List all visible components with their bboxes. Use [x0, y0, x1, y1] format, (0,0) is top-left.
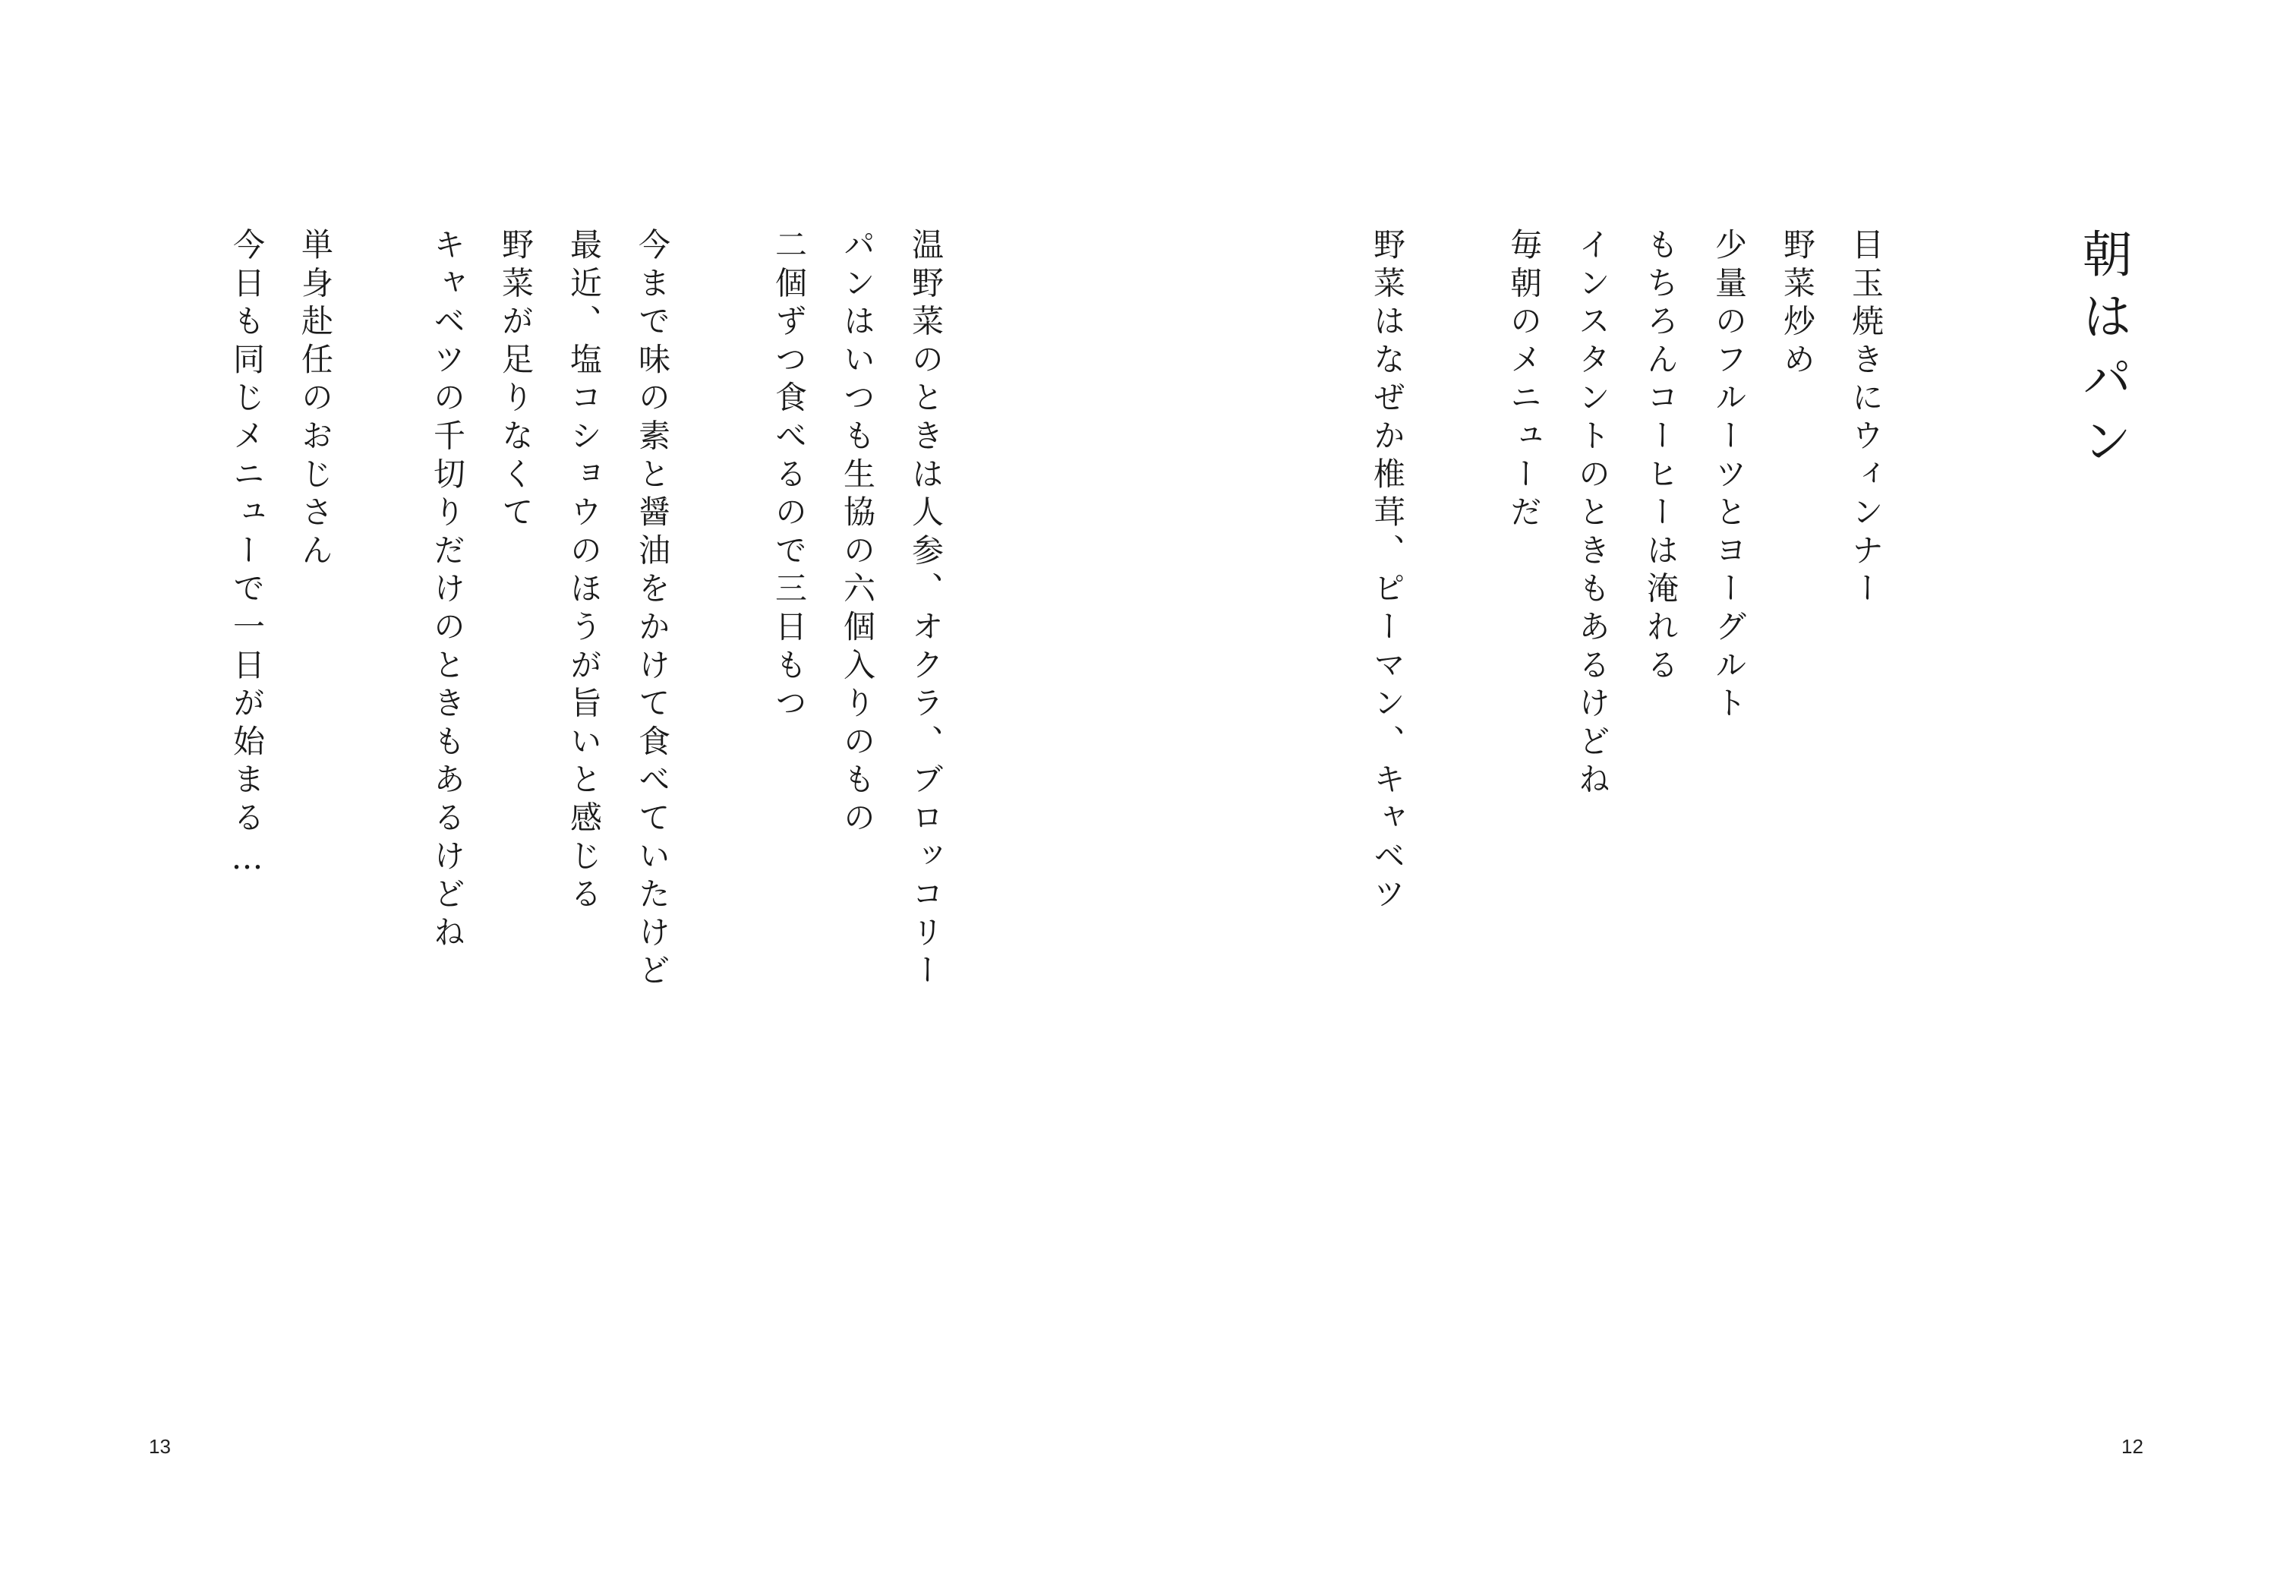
poem-line: 少量のフルーツとヨーグルト: [1711, 228, 1748, 724]
poem-line: 今まで味の素と醤油をかけて食べていたけど: [634, 228, 671, 992]
poem-line: 野菜が足りなくて: [497, 228, 535, 534]
poem-line: 二個ずつ食べるので三日もつ: [771, 228, 808, 724]
poem-line: 目玉焼きにウィンナー: [1847, 228, 1884, 610]
poem-line: 毎朝のメニューだ: [1506, 228, 1543, 534]
poem-line: 野菜炒め: [1779, 228, 1816, 381]
poem-line: パンはいつも生協の六個入りのもの: [839, 228, 876, 839]
poem-line: 単身赴任のおじさん: [297, 228, 334, 572]
poem-line: 最近、塩コショウのほうが旨いと感じる: [566, 228, 603, 916]
poem-line: キャベツの千切りだけのときもあるけどね: [429, 228, 466, 954]
poem-title: 朝はパン: [2074, 228, 2132, 477]
page-number-left: 13: [149, 1435, 171, 1458]
poem-line: 温野菜のときは人参、オクラ、ブロッコリー: [907, 228, 945, 992]
poem-line: インスタントのときもあるけどね: [1574, 228, 1611, 801]
poem-line: 今日も同じメニューで一日が始まる…: [229, 228, 266, 883]
poem-line: もちろんコーヒーは淹れる: [1642, 228, 1679, 686]
poem-line: 野菜はなぜか椎茸、ピーマン、キャベツ: [1369, 228, 1406, 916]
page-number-right: 12: [2121, 1435, 2143, 1458]
